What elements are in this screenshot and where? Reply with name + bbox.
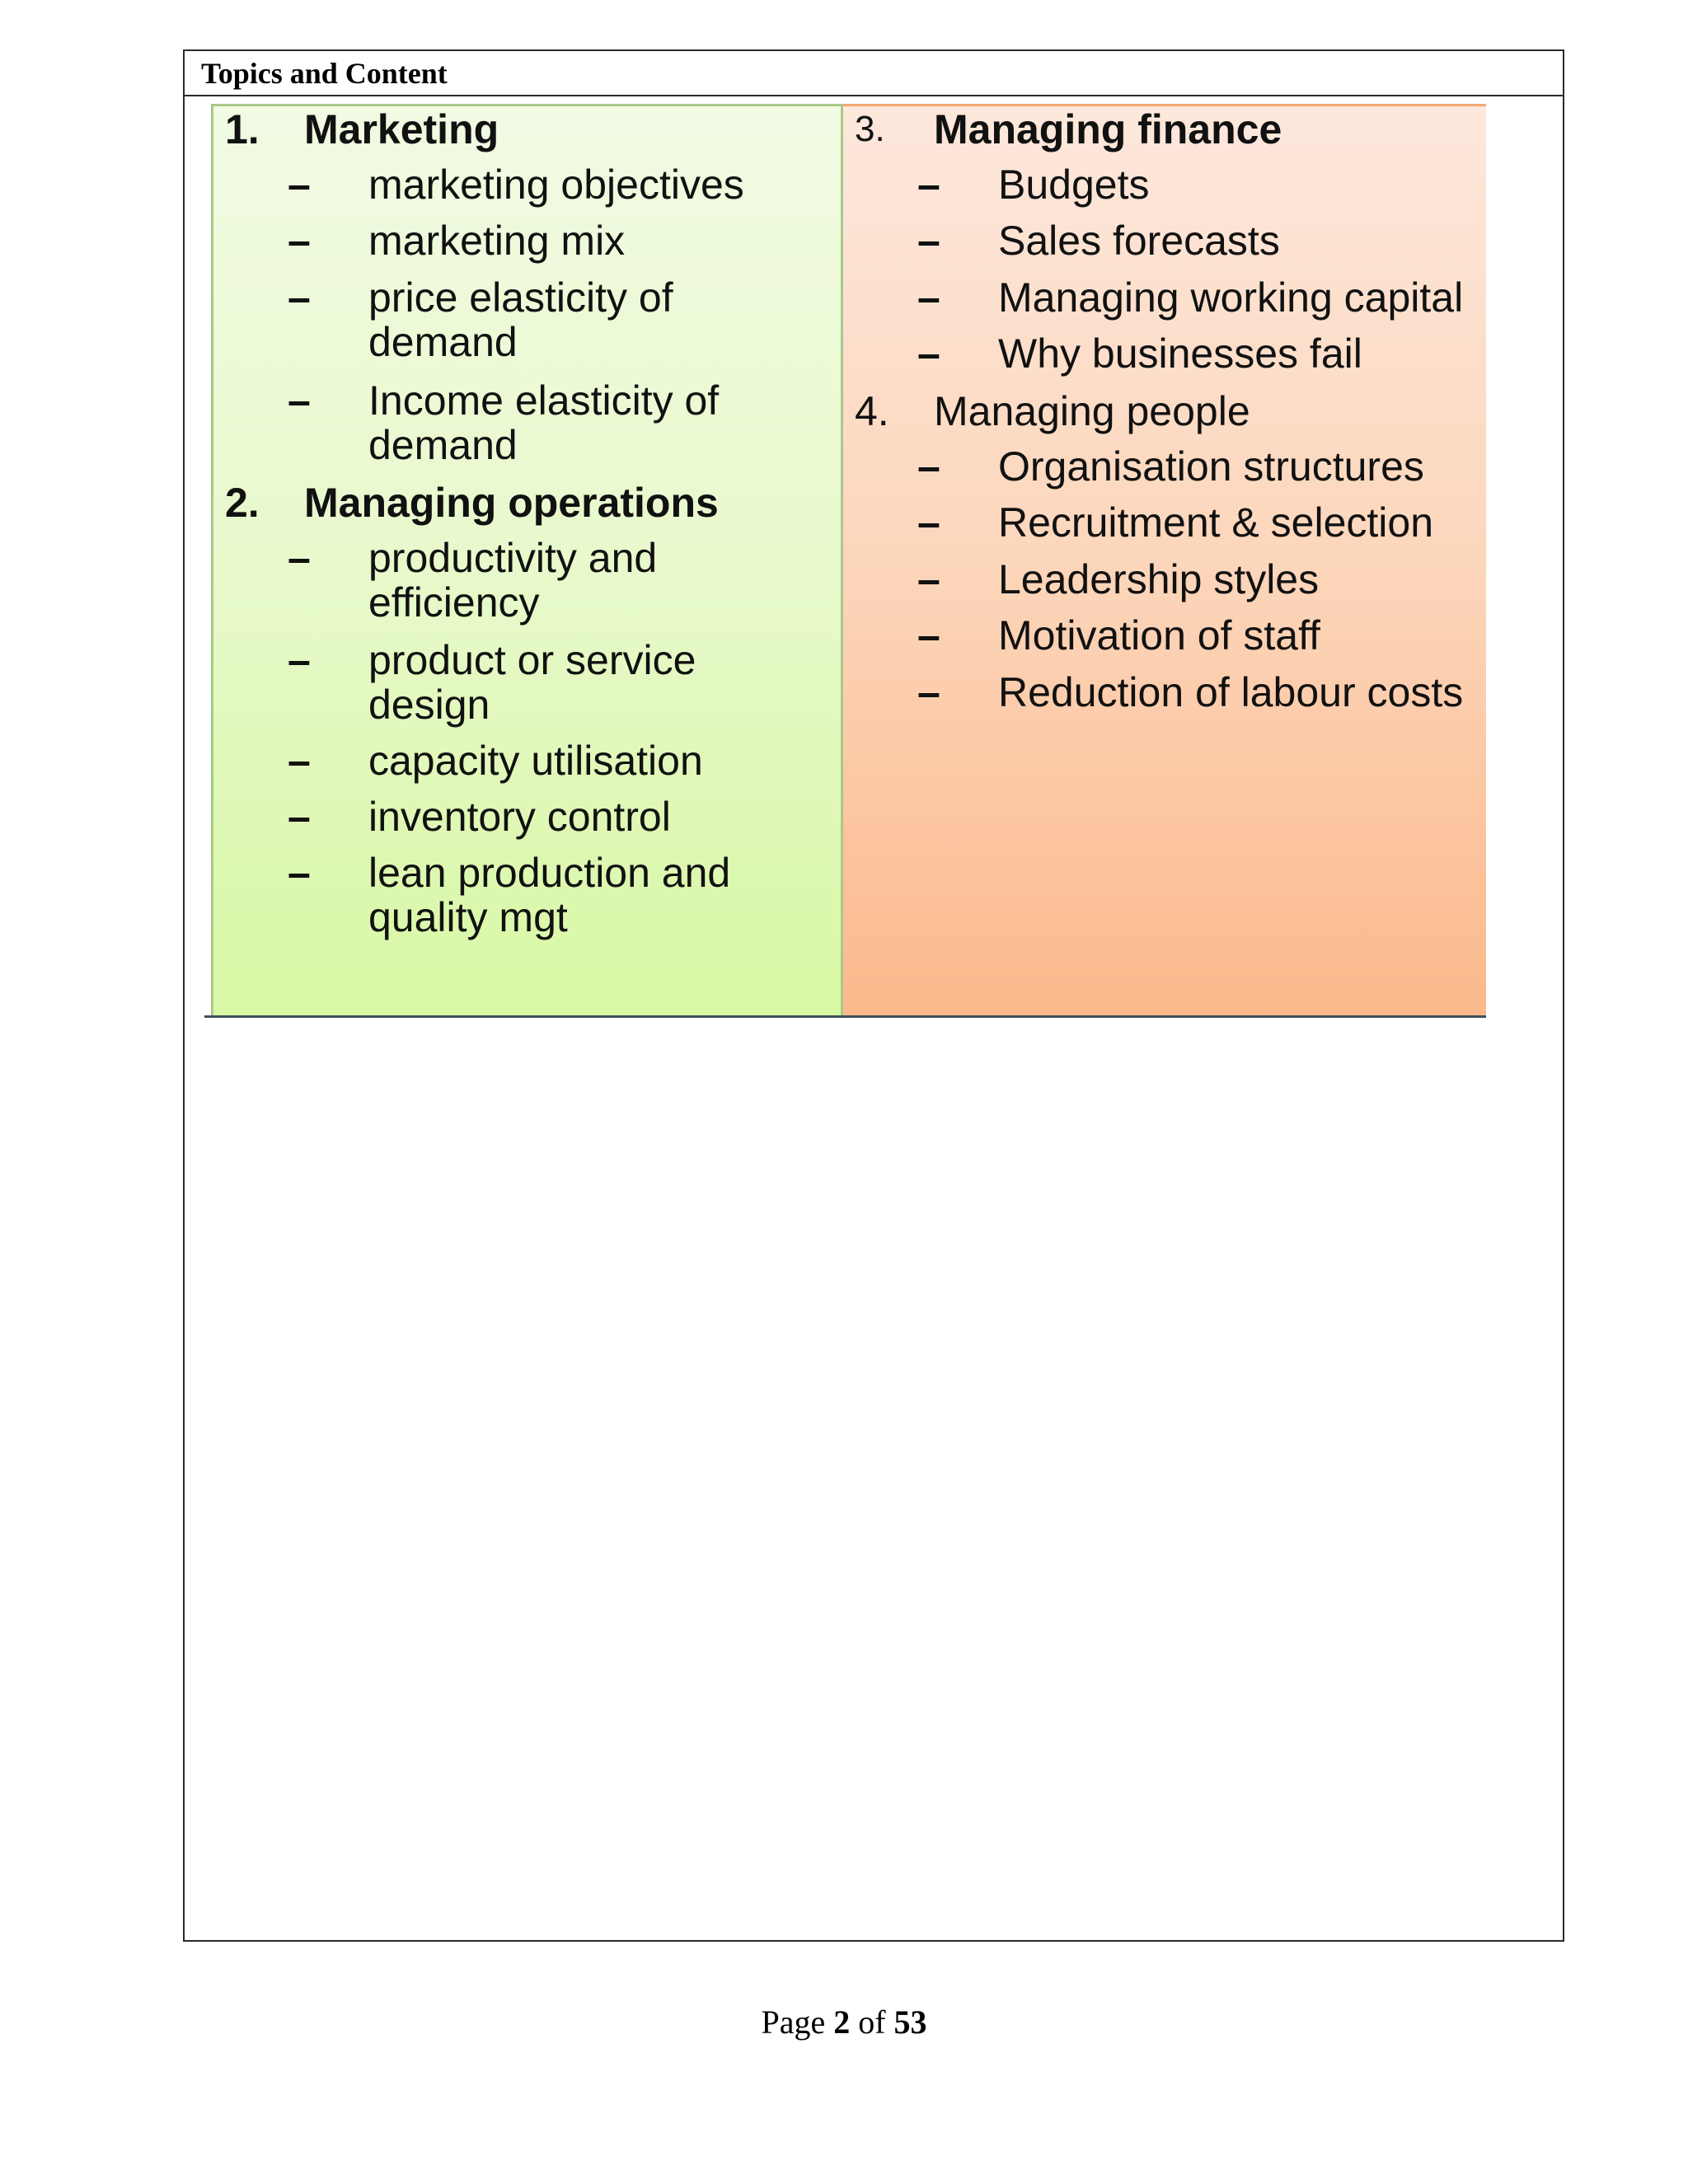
dash-bullet-icon: –	[288, 274, 311, 321]
topics-slide-image	[204, 97, 1486, 1018]
topic-number: 3.	[855, 109, 885, 149]
topic-title: Managing people	[934, 388, 1250, 434]
dash-bullet-icon: –	[917, 330, 940, 377]
topic-number: 1.	[225, 106, 260, 152]
page-number-footer	[0, 2003, 1688, 2041]
list-item: – Reduction of labour costs	[917, 670, 1464, 715]
table-header	[185, 51, 1563, 96]
dash-bullet-icon: –	[288, 850, 311, 896]
dash-bullet-icon: –	[288, 738, 311, 784]
dash-bullet-icon: –	[288, 162, 311, 208]
topic-title: Managing operations	[304, 480, 719, 526]
table-header-title: Topics and Content	[201, 56, 448, 90]
dash-bullet-icon: –	[917, 499, 940, 546]
topic-title: Managing finance	[934, 106, 1282, 152]
topic-title: Marketing	[304, 106, 499, 152]
topic-number: 4.	[855, 388, 889, 434]
dash-bullet-icon: –	[917, 218, 940, 264]
dash-bullet-icon: –	[917, 443, 940, 490]
list-item: – Managing working capital	[917, 275, 1464, 321]
right-topics-panel: 3. Managing finance – Budgets – Sales forecasts – Managing working capital – Why businesses fail 4. Managing people – Organisation structures – Recruitment & selection – Leadership styles – Motivation of staff – Reduction of labour costs	[843, 104, 1486, 1015]
left-topics-panel: 1. Marketing – marketing objectives – marketing mix – price elasticity of demand – Income elasticity of demand 2. Managing operations – productivity and efficiency – product or service design – capacity utilisation – inventory control – lean production and quality mgt	[211, 104, 843, 1015]
dash-bullet-icon: –	[288, 794, 311, 840]
dash-bullet-icon: –	[917, 275, 940, 321]
dash-bullet-icon: –	[288, 377, 311, 424]
dash-bullet-icon: –	[917, 556, 940, 602]
topics-table	[183, 49, 1564, 1942]
dash-bullet-icon: –	[288, 637, 311, 683]
dash-bullet-icon: –	[917, 670, 940, 715]
dash-bullet-icon: –	[917, 162, 940, 208]
dash-bullet-icon: –	[917, 612, 940, 658]
dash-bullet-icon: –	[288, 535, 311, 581]
footer-prefix: Page	[761, 2004, 826, 2041]
topic-number: 2.	[225, 480, 260, 526]
dash-bullet-icon: –	[288, 218, 311, 264]
current-page-number: 2	[833, 2004, 851, 2041]
footer-separator: of	[858, 2004, 886, 2041]
total-page-count: 53	[893, 2004, 927, 2041]
